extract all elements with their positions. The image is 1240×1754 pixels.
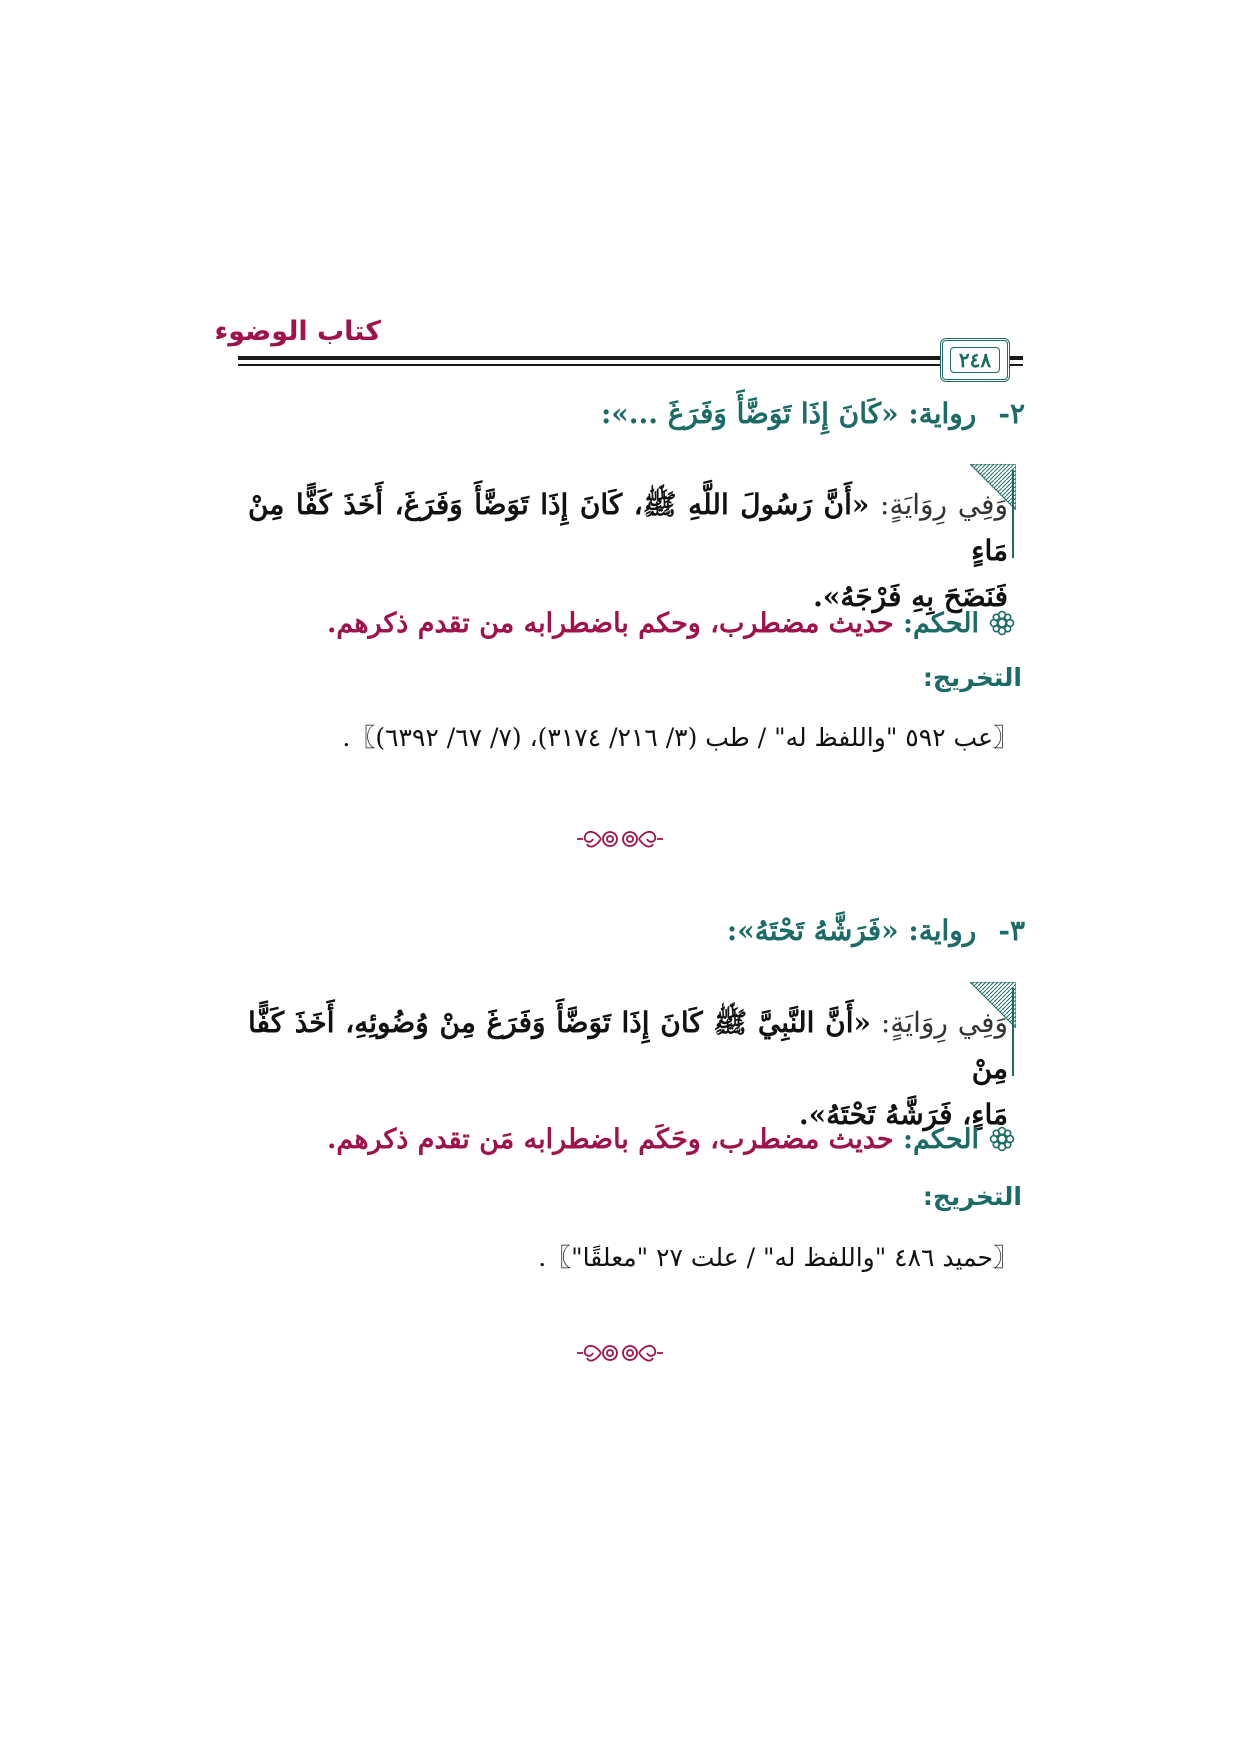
- section-heading: [727, 914, 1025, 947]
- hadith-text: فَنَضَحَ بِهِ فَرْجَهُ».: [813, 580, 1008, 613]
- hukm-text: حديث مضطرب، وحَكَم باضطرابه مَن تقدم ذكرهم.: [326, 1124, 894, 1155]
- page-number-badge: [940, 338, 1010, 382]
- takhrij-label: التخريج:: [922, 663, 1022, 692]
- section-heading: [601, 397, 1025, 430]
- section-heading-text: رواية: «فَرَشَّهُ تَحْتَهُ»:: [726, 914, 977, 947]
- narration-lead: وَفِي رِوَايَةٍ:: [880, 488, 1008, 521]
- hukm-label: الحكم:: [902, 608, 979, 639]
- hadith-text: مَاءٍ، فَرَشَّهُ تَحْتَهُ».: [798, 1098, 1008, 1131]
- narration-side-rule: [1012, 988, 1014, 1076]
- hukm-line: [327, 1124, 1015, 1155]
- flower-bullet-icon: [989, 1126, 1015, 1152]
- section-number: ٣-: [998, 914, 1025, 947]
- hukm-label: الحكم:: [902, 1124, 979, 1155]
- section-divider-ornament-icon: [575, 1336, 665, 1370]
- header-rule-thin: [238, 364, 1023, 366]
- takhrij-text: 〖عب ٥٩٢ "واللفظ له" / طب (٣/ ٢١٦/ ٣١٧٤)، (٧/ ٦٧/ ٦٣٩٢)〗.: [342, 723, 1018, 752]
- section-number: ٢-: [998, 397, 1025, 430]
- takhrij-text: 〖حميد ٤٨٦ "واللفظ له" / علت ٢٧ "معلقًا"〗.: [538, 1243, 1018, 1272]
- hukm-text: حديث مضطرب، وحكم باضطرابه من تقدم ذكرهم.: [326, 608, 894, 639]
- flower-bullet-icon: [989, 610, 1015, 636]
- narration-line: [248, 482, 1008, 574]
- book-title: كتاب الوضوء: [214, 316, 381, 347]
- narration-block: [248, 1000, 1008, 1138]
- narration-block: [248, 482, 1008, 620]
- takhrij-label: التخريج:: [922, 1182, 1022, 1211]
- section-heading-text: رواية: «كَانَ إِذَا تَوَضَّأَ وَفَرَغَ ...»:: [600, 397, 977, 430]
- section-divider-ornament-icon: [575, 822, 665, 856]
- header-rule-thick: [238, 356, 1023, 360]
- hukm-line: [327, 608, 1015, 639]
- narration-lead: وَفِي رِوَايَةٍ:: [880, 1006, 1008, 1039]
- page-number: ٢٤٨: [950, 347, 1000, 373]
- hadith-text: «أَنَّ رَسُولَ اللَّهِ ﷺ، كَانَ إِذَا تَوَضَّأَ وَفَرَغَ، أَخَذَ كَفًّا مِنْ مَاءٍ: [248, 488, 1008, 567]
- narration-line: [248, 1000, 1008, 1092]
- narration-side-rule: [1012, 470, 1014, 558]
- hadith-text: «أَنَّ النَّبِيَّ ﷺ كَانَ إِذَا تَوَضَّأَ وَفَرَغَ مِنْ وُضُوئِهِ، أَخَذَ كَفًّا مِنْ: [248, 1006, 1008, 1085]
